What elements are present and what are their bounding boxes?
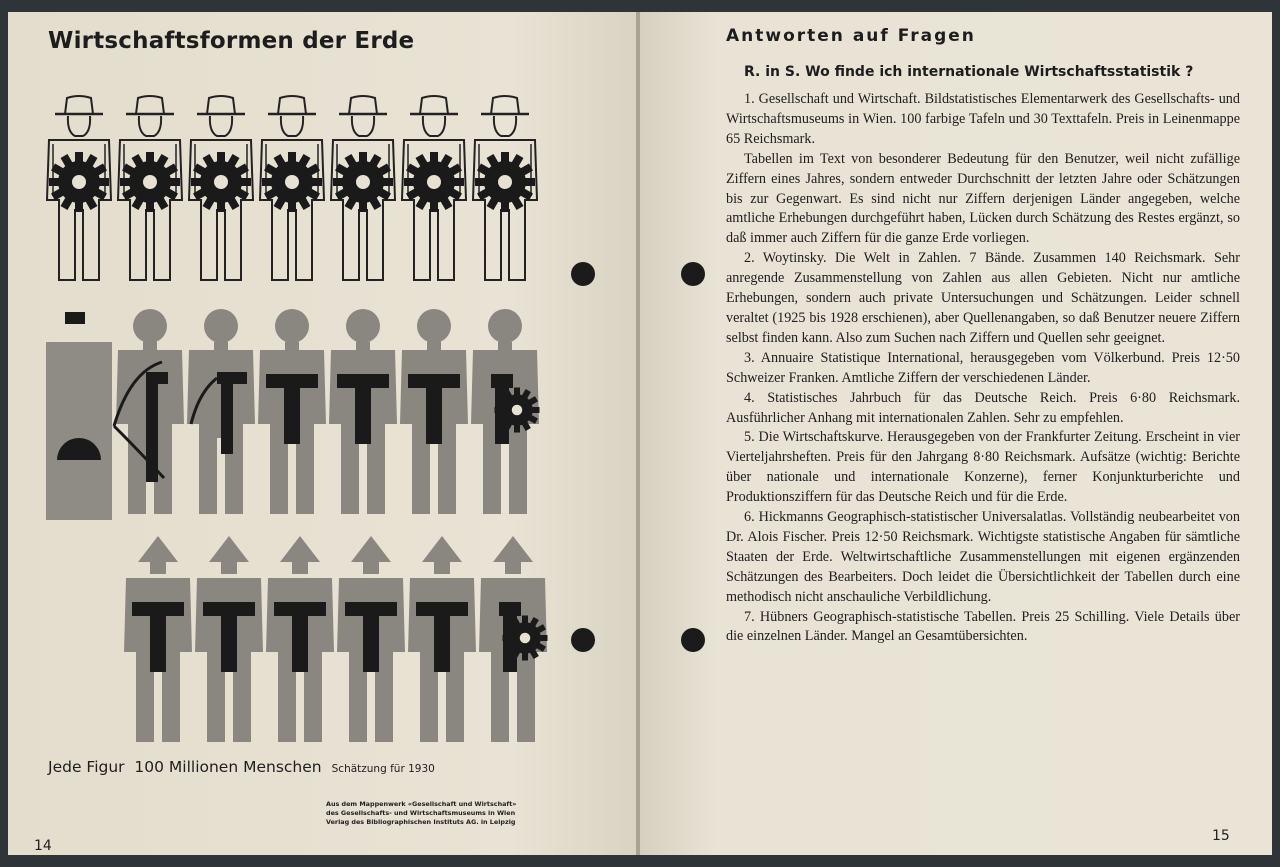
credit-line: des Gesellschafts- und Wirtschaftsmuseums in Wien [326, 809, 516, 817]
credit-line: Aus dem Mappenwerk «Gesellschaft und Wirtschaft» [326, 800, 517, 808]
row-agrarian [46, 309, 540, 520]
punch-hole [571, 262, 595, 286]
credit-note [326, 800, 566, 827]
answer-paragraph: 2. Woytinsky. Die Welt in Zahlen. 7 Bände. Zusammen 140 Reichsmark. Sehr anregende Zusammenstellung von Zahlen aus allen Gebieten. Nicht nur amtliche Erhebungen, sondern auch private Untersuchungen und Schätzungen. Leider schnell veraltet (1925 bis 1928 erschienen), aber Quellenangaben, so daß Benutzer neuere Ziffern selbst finden kann. Also zum Suchen nach Ziffern und Quellen sehr geeignet. [726, 250, 1240, 346]
answer-paragraph: 1. Gesellschaft und Wirtschaft. Bildstatistisches Elementarwerk des Gesellschafts- und Wirtschaftsmuseums in Wien. 100 farbige Tafeln und 30 Texttafeln. Preis in Leinenmappe 65 Reichsmark. [726, 91, 1240, 147]
credit-line: Verlag des Bibliographischen Instituts AG. in Leipzig [326, 818, 516, 826]
reader-question: R. in S. Wo finde ich internationale Wirtschaftsstatistik ? [744, 64, 1194, 80]
caption-estimate: Schätzung für 1930 [331, 763, 435, 775]
left-page [8, 12, 638, 855]
right-page [640, 12, 1272, 855]
punch-hole [681, 628, 705, 652]
page-number-right: 15 [1212, 828, 1230, 844]
left-page-title: Wirtschaftsformen der Erde [48, 28, 415, 54]
punch-hole [571, 628, 595, 652]
caption-main: Jede Figur 100 Millionen Menschen [48, 758, 322, 776]
answer-text [726, 90, 1240, 647]
answer-paragraph: 5. Die Wirtschaftskurve. Herausgegeben von der Frankfurter Zeitung. Erscheint in vier Vierteljahrsheften. Preis für den Jahrgang 8·80 Reichsmark. Aufsätze (wichtig: Berichte über nationale und internationale Konzerne), ferner Konjunkturberichte und Produktionsziffern für das Deutsche Reich und für die Erde. [726, 429, 1240, 506]
answer-paragraph: 3. Annuaire Statistique International, herausgegeben vom Völkerbund. Preis 12·50 Schweizer Franken. Amtliche Ziffern der verschiedenen Länder. [726, 349, 1240, 386]
answer-paragraph: 4. Statistisches Jahrbuch für das Deutsche Reich. Preis 6·80 Reichsmark. Ausführlicher Anhang mit internationalen Zahlen. Sehr zu empfehlen. [726, 389, 1240, 426]
row-arrow [124, 536, 548, 742]
page-number-left: 14 [34, 838, 52, 854]
pictogram-chart [44, 74, 554, 754]
row-industrial [47, 96, 537, 280]
chart-caption [48, 758, 435, 776]
answer-paragraph: 7. Hübners Geographisch-statistische Tabellen. Preis 25 Schilling. Viele Details über die einzelnen Länder. Mangel an Gesamtübersichten. [726, 608, 1240, 645]
right-page-title: Antworten auf Fragen [726, 26, 976, 46]
punch-hole [681, 262, 705, 286]
answer-paragraph: 6. Hickmanns Geographisch-statistischer Universalatlas. Vollständig neubearbeitet von Dr. Alois Fischer. Preis 12·50 Reichsmark. Wichtigste statistische Angaben für sämtliche Staaten der Erde. Weltwirtschaftliche Zusammenstellungen mit eigenen ergänzenden Schätzungen des Bearbeiters. Doch leidet die Übersichtlichkeit der Tabellen durch eine methodisch nicht anschauliche Verbildlichung. [726, 509, 1240, 605]
answer-paragraph: Tabellen im Text von besonderer Bedeutung für den Benutzer, weil nicht zufällige Ziffern eines Jahres, sondern entweder Durchschnitt der letzten Jahre oder Schätzungen bis zur Gegenwart. Es sind nicht nur Ziffern derjenigen Länder angegeben, welche amtliche Erhebungen durchgeführt haben, Lücken durch Schätzung des Restes ergänzt, so daß immer auch Ziffern für die ganze Erde vorliegen. [726, 150, 1240, 247]
